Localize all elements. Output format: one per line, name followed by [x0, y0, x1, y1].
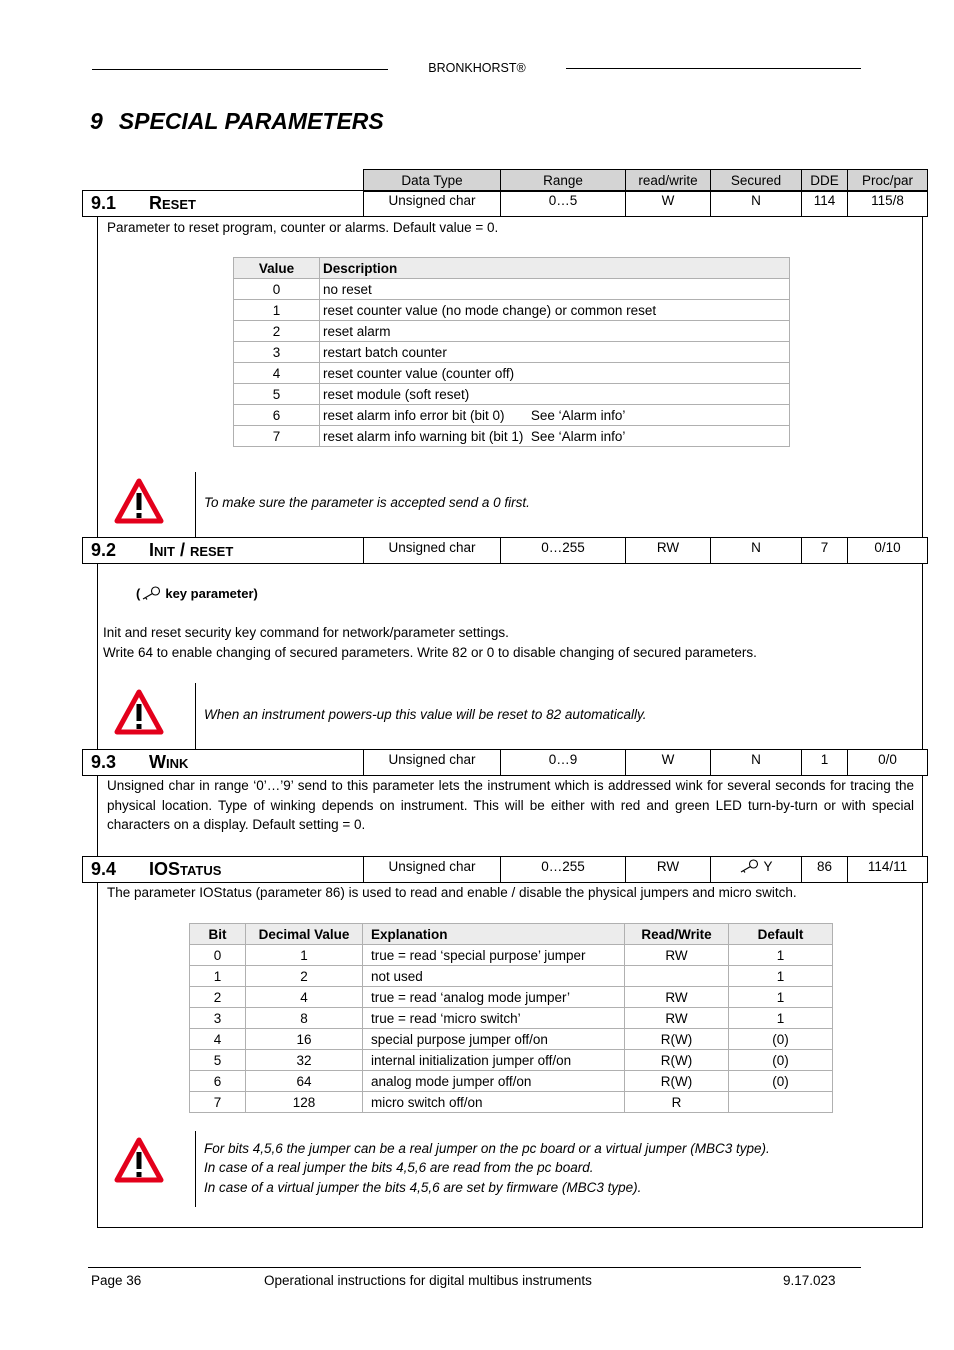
cell-data-type: Unsigned char	[364, 538, 501, 564]
table-row	[234, 363, 790, 384]
cell-description: reset counter value (counter off)	[320, 363, 790, 384]
cell-default: 1	[729, 945, 833, 966]
iostatus-warning-line-3: In case of a virtual jumper the bits 4,5,6 are set by firmware (MBC3 type).	[204, 1180, 642, 1195]
section-title-reset	[83, 191, 364, 217]
section-name: IOStatus	[149, 859, 222, 879]
section-name: Reset	[149, 193, 196, 213]
table-row	[190, 1008, 833, 1029]
cell-value: 5	[234, 384, 320, 405]
cell-explanation: true = read ‘micro switch’	[363, 1008, 625, 1029]
cell-procpar: 0/10	[848, 538, 928, 564]
cell-bit: 7	[190, 1092, 246, 1113]
cell-default: 1	[729, 966, 833, 987]
footer-page: Page 36	[91, 1273, 142, 1288]
cell-explanation: micro switch off/on	[363, 1092, 625, 1113]
cell-default: 1	[729, 1008, 833, 1029]
cell-rw: R	[625, 1092, 729, 1113]
cell-range: 0…5	[501, 191, 626, 217]
section-title-iostatus	[83, 857, 364, 883]
cell-dde: 114	[802, 191, 848, 217]
warning-triangle-icon	[114, 689, 164, 735]
cell-rw: RW	[626, 857, 711, 883]
cell-rw: W	[626, 750, 711, 776]
cell-bit: 6	[190, 1071, 246, 1092]
section-number: 9.4	[91, 859, 117, 879]
cell-rw: R(W)	[625, 1029, 729, 1050]
param-header-table	[363, 169, 928, 192]
chapter-heading	[90, 108, 384, 135]
chapter-number: 9	[90, 108, 103, 134]
cell-decimal: 8	[246, 1008, 363, 1029]
cell-rw: R(W)	[625, 1050, 729, 1071]
cell-rw: RW	[625, 945, 729, 966]
table-row	[234, 384, 790, 405]
cell-procpar: 114/11	[848, 857, 928, 883]
cell-dde: 7	[802, 538, 848, 564]
cell-explanation: true = read ‘special purpose’ jumper	[363, 945, 625, 966]
cell-secured: N	[711, 750, 802, 776]
cell-rw	[625, 966, 729, 987]
cell-secured	[711, 857, 802, 883]
warning-divider	[195, 683, 196, 750]
cell-description: reset module (soft reset)	[320, 384, 790, 405]
section-number: 9.2	[91, 540, 117, 560]
param-row-init-reset	[82, 537, 928, 564]
reset-description: Parameter to reset program, counter or alarms. Default value = 0.	[107, 220, 499, 235]
cell-bit: 0	[190, 945, 246, 966]
section-title-wink	[83, 750, 364, 776]
cell-value: 3	[234, 342, 320, 363]
cell-description: reset counter value (no mode change) or common reset	[320, 300, 790, 321]
key-icon	[141, 586, 161, 600]
cell-value: 7	[234, 426, 320, 447]
cell-explanation: not used	[363, 966, 625, 987]
cell-decimal: 64	[246, 1071, 363, 1092]
section-name: Wink	[149, 752, 189, 772]
table-row	[190, 1050, 833, 1071]
section-title-init-reset	[83, 538, 364, 564]
table-row	[234, 405, 790, 426]
cell-description: reset alarm	[320, 321, 790, 342]
warning-triangle-icon	[114, 478, 164, 524]
cell-rw: R(W)	[625, 1071, 729, 1092]
cell-rw: RW	[626, 538, 711, 564]
iostatus-warning-line-2: In case of a real jumper the bits 4,5,6 are read from the pc board.	[204, 1160, 594, 1175]
cell-default: (0)	[729, 1029, 833, 1050]
cell-bit: 1	[190, 966, 246, 987]
cell-default: 1	[729, 987, 833, 1008]
table-row	[190, 1029, 833, 1050]
table-row	[190, 966, 833, 987]
cell-bit: 4	[190, 1029, 246, 1050]
cell-decimal: 4	[246, 987, 363, 1008]
cell-description: reset alarm info error bit (bit 0) See ‘Alarm info’	[320, 405, 790, 426]
cell-decimal: 128	[246, 1092, 363, 1113]
cell-dde: 1	[802, 750, 848, 776]
col-value: Value	[234, 258, 320, 279]
table-row	[190, 1092, 833, 1113]
cell-default: (0)	[729, 1050, 833, 1071]
cell-bit: 3	[190, 1008, 246, 1029]
cell-value: 4	[234, 363, 320, 384]
footer-rule	[88, 1267, 861, 1268]
cell-secured: N	[711, 538, 802, 564]
table-row	[190, 945, 833, 966]
cell-data-type: Unsigned char	[364, 191, 501, 217]
cell-rw: RW	[625, 1008, 729, 1029]
cell-value: 0	[234, 279, 320, 300]
cell-procpar: 0/0	[848, 750, 928, 776]
header-secured: Secured	[711, 170, 802, 192]
section-number: 9.3	[91, 752, 117, 772]
iostatus-warning-line-1: For bits 4,5,6 the jumper can be a real jumper on the pc board or a virtual jumper (MBC3 type).	[204, 1141, 770, 1156]
cell-explanation: internal initialization jumper off/on	[363, 1050, 625, 1071]
init-line-1: Init and reset security key command for network/parameter settings.	[103, 625, 509, 640]
param-row-wink	[82, 749, 928, 776]
col-default: Default	[729, 924, 833, 945]
key-parameter-note: ( key parameter)	[136, 586, 258, 601]
warning-triangle-icon	[114, 1137, 164, 1183]
key-note-text: key parameter)	[165, 586, 258, 601]
section-number: 9.1	[91, 193, 117, 213]
footer-doc-number: 9.17.023	[783, 1273, 836, 1288]
section-name: Init / reset	[149, 540, 234, 560]
col-decimal-value: Decimal Value	[246, 924, 363, 945]
reset-warning-text: To make sure the parameter is accepted send a 0 first.	[204, 495, 530, 510]
table-row	[234, 279, 790, 300]
key-icon	[739, 859, 759, 873]
cell-bit: 2	[190, 987, 246, 1008]
cell-range: 0…9	[501, 750, 626, 776]
cell-procpar: 115/8	[848, 191, 928, 217]
cell-default	[729, 1092, 833, 1113]
cell-rw: W	[626, 191, 711, 217]
chapter-title: SPECIAL PARAMETERS	[118, 108, 384, 134]
init-line-2: Write 64 to enable changing of secured parameters. Write 82 or 0 to disable changing of secured parameters.	[103, 645, 757, 660]
table-row	[234, 342, 790, 363]
cell-explanation: special purpose jumper off/on	[363, 1029, 625, 1050]
header-data-type: Data Type	[364, 170, 501, 192]
iostatus-description: The parameter IOStatus (parameter 86) is used to read and enable / disable the physical jumpers and micro switch.	[107, 885, 797, 900]
table-row	[190, 1071, 833, 1092]
header-brand: BRONKHORST®	[428, 61, 526, 75]
table-row	[190, 987, 833, 1008]
warning-divider	[195, 1131, 196, 1207]
header-proc-par: Proc/par	[848, 170, 928, 192]
wink-description: Unsigned char in range ‘0’…’9’ send to this parameter lets the instrument which is addressed wink for several seconds for tracing the physical location. Type of winking depends on instrument. This will be either with red and green LED turn-by-turn or with special characters on a display. Default setting = 0.	[107, 778, 914, 832]
col-description: Description	[320, 258, 790, 279]
header-range: Range	[501, 170, 626, 192]
cell-value: 1	[234, 300, 320, 321]
cell-bit: 5	[190, 1050, 246, 1071]
param-row-reset	[82, 190, 928, 217]
cell-decimal: 1	[246, 945, 363, 966]
cell-decimal: 2	[246, 966, 363, 987]
iostatus-bit-table	[189, 923, 833, 1113]
reset-value-table	[233, 257, 790, 447]
header-dde: DDE	[802, 170, 848, 192]
secured-value: Y	[763, 859, 773, 874]
cell-default: (0)	[729, 1071, 833, 1092]
cell-explanation: analog mode jumper off/on	[363, 1071, 625, 1092]
table-row	[234, 300, 790, 321]
cell-secured: N	[711, 191, 802, 217]
col-bit: Bit	[190, 924, 246, 945]
col-read-write: Read/Write	[625, 924, 729, 945]
cell-decimal: 32	[246, 1050, 363, 1071]
cell-explanation: true = read ‘analog mode jumper’	[363, 987, 625, 1008]
col-explanation: Explanation	[363, 924, 625, 945]
param-row-iostatus	[82, 856, 928, 883]
cell-decimal: 16	[246, 1029, 363, 1050]
cell-dde: 86	[802, 857, 848, 883]
cell-description: reset alarm info warning bit (bit 1) See ‘Alarm info’	[320, 426, 790, 447]
cell-value: 6	[234, 405, 320, 426]
cell-range: 0…255	[501, 857, 626, 883]
cell-range: 0…255	[501, 538, 626, 564]
cell-description: no reset	[320, 279, 790, 300]
warning-divider	[195, 472, 196, 538]
cell-rw: RW	[625, 987, 729, 1008]
footer-title: Operational instructions for digital multibus instruments	[264, 1273, 592, 1288]
table-row	[234, 321, 790, 342]
cell-data-type: Unsigned char	[364, 750, 501, 776]
table-row	[234, 426, 790, 447]
init-warning-text: When an instrument powers-up this value will be reset to 82 automatically.	[204, 707, 647, 722]
header-read-write: read/write	[626, 170, 711, 192]
cell-data-type: Unsigned char	[364, 857, 501, 883]
cell-description: restart batch counter	[320, 342, 790, 363]
cell-value: 2	[234, 321, 320, 342]
